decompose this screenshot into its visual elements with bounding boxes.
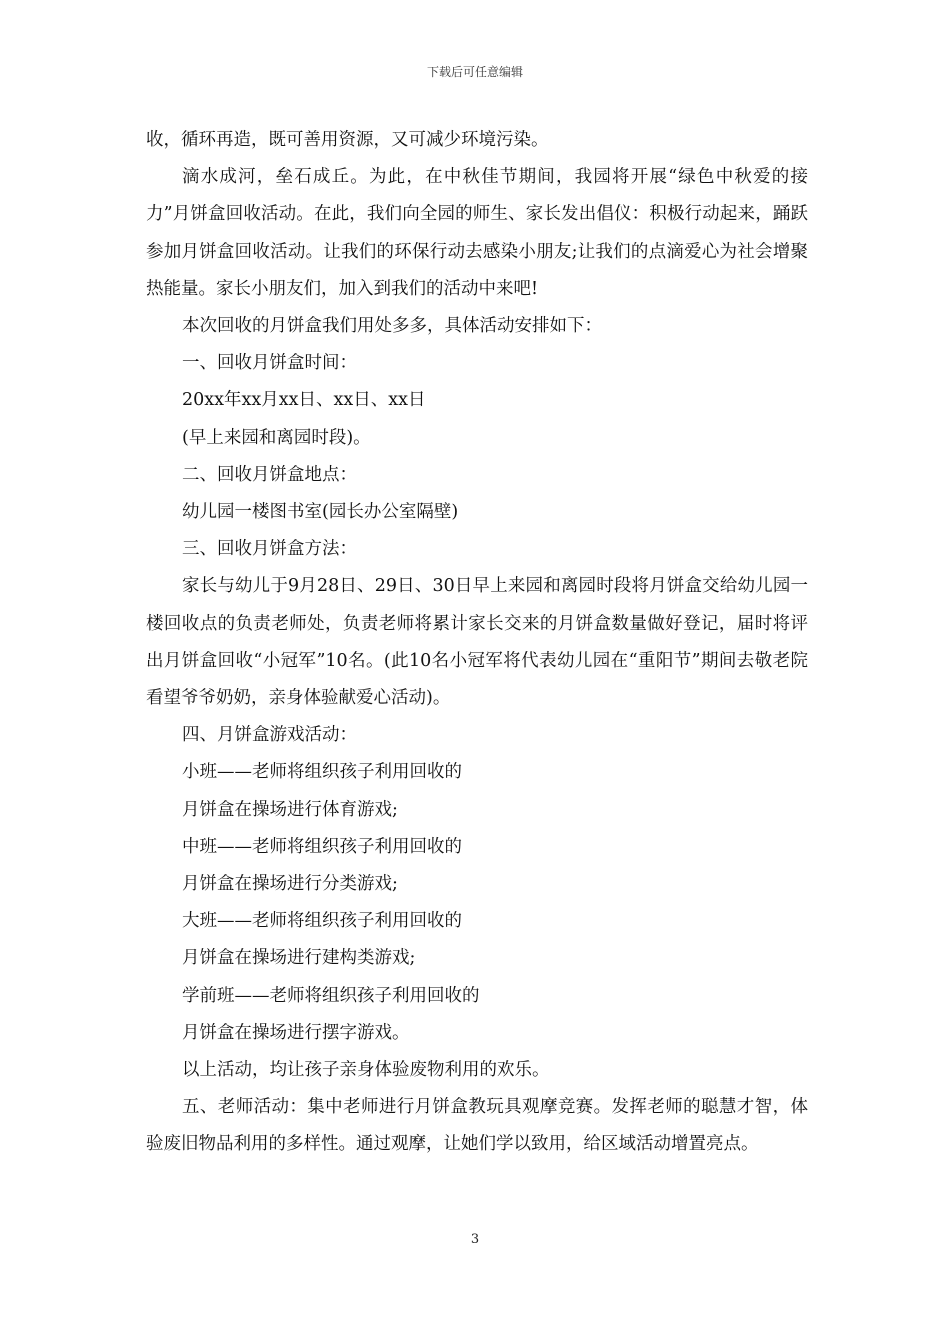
collection-date: 20xx年xx月xx日、xx日、xx日 — [182, 390, 426, 411]
section-heading-location: 二、回收月饼盒地点： — [182, 464, 357, 485]
section-heading-method: 三、回收月饼盒方法： — [182, 539, 357, 560]
document-body — [146, 122, 808, 1164]
paragraph-initiative: 滴水成河，垒石成丘。为此，在中秋佳节期间，我园将开展“绿色中秋爱的接力”月饼盒回收活动。在此，我们向全园的师生、家长发出倡仪：积极行动起来，踊跃参加月饼盒回收活动。让我们的环保行动去感染小朋友;让我们的点滴爱心为社会增聚热能量。家长小朋友们，加入到我们的活动中来吧! — [146, 167, 808, 299]
page-header: 下载后可任意编辑 — [426, 65, 523, 79]
game-small-class: 小班——老师将组织孩子利用回收的 — [182, 762, 462, 783]
game-preschool-class-detail: 月饼盒在操场进行摆字游戏。 — [182, 1022, 410, 1043]
section-heading-time: 一、回收月饼盒时间： — [182, 353, 357, 374]
paragraph-arrangement-intro: 本次回收的月饼盒我们用处多多，具体活动安排如下： — [182, 316, 602, 337]
section-heading-games: 四、月饼盒游戏活动： — [182, 725, 357, 746]
game-middle-class: 中班——老师将组织孩子利用回收的 — [182, 836, 462, 857]
game-middle-class-detail: 月饼盒在操场进行分类游戏; — [182, 874, 398, 895]
game-large-class: 大班——老师将组织孩子利用回收的 — [182, 911, 462, 932]
paragraph-games-summary: 以上活动，均让孩子亲身体验废物利用的欢乐。 — [182, 1060, 550, 1081]
paragraph-teacher-activity: 五、老师活动：集中老师进行月饼盒教玩具观摩竞赛。发挥老师的聪慧才智，体验废旧物品利用的多样性。通过观摩，让她们学以致用，给区域活动增置亮点。 — [146, 1097, 808, 1155]
collection-time-slot: (早上来园和离园时段)。 — [182, 427, 371, 448]
game-preschool-class: 学前班——老师将组织孩子利用回收的 — [182, 985, 480, 1006]
paragraph-continuation: 收，循环再造，既可善用资源，又可减少环境污染。 — [146, 130, 549, 150]
paragraph-method: 家长与幼儿于9月28日、29日、30日早上来园和离园时段将月饼盒交给幼儿园一楼回收点的负责老师处，负责老师将累计家长交来的月饼盒数量做好登记，届时将评出月饼盒回收“小冠军”10名。(此10名小冠军将代表幼儿园在“重阳节”期间去敬老院看望爷爷奶奶，亲身体验献爱心活动)。 — [146, 576, 808, 709]
game-large-class-detail: 月饼盒在操场进行建构类游戏; — [182, 948, 416, 969]
collection-location: 幼儿园一楼图书室(园长办公室隔壁) — [182, 502, 459, 523]
page-number: 3 — [470, 1232, 480, 1247]
game-small-class-detail: 月饼盒在操场进行体育游戏; — [182, 799, 398, 820]
